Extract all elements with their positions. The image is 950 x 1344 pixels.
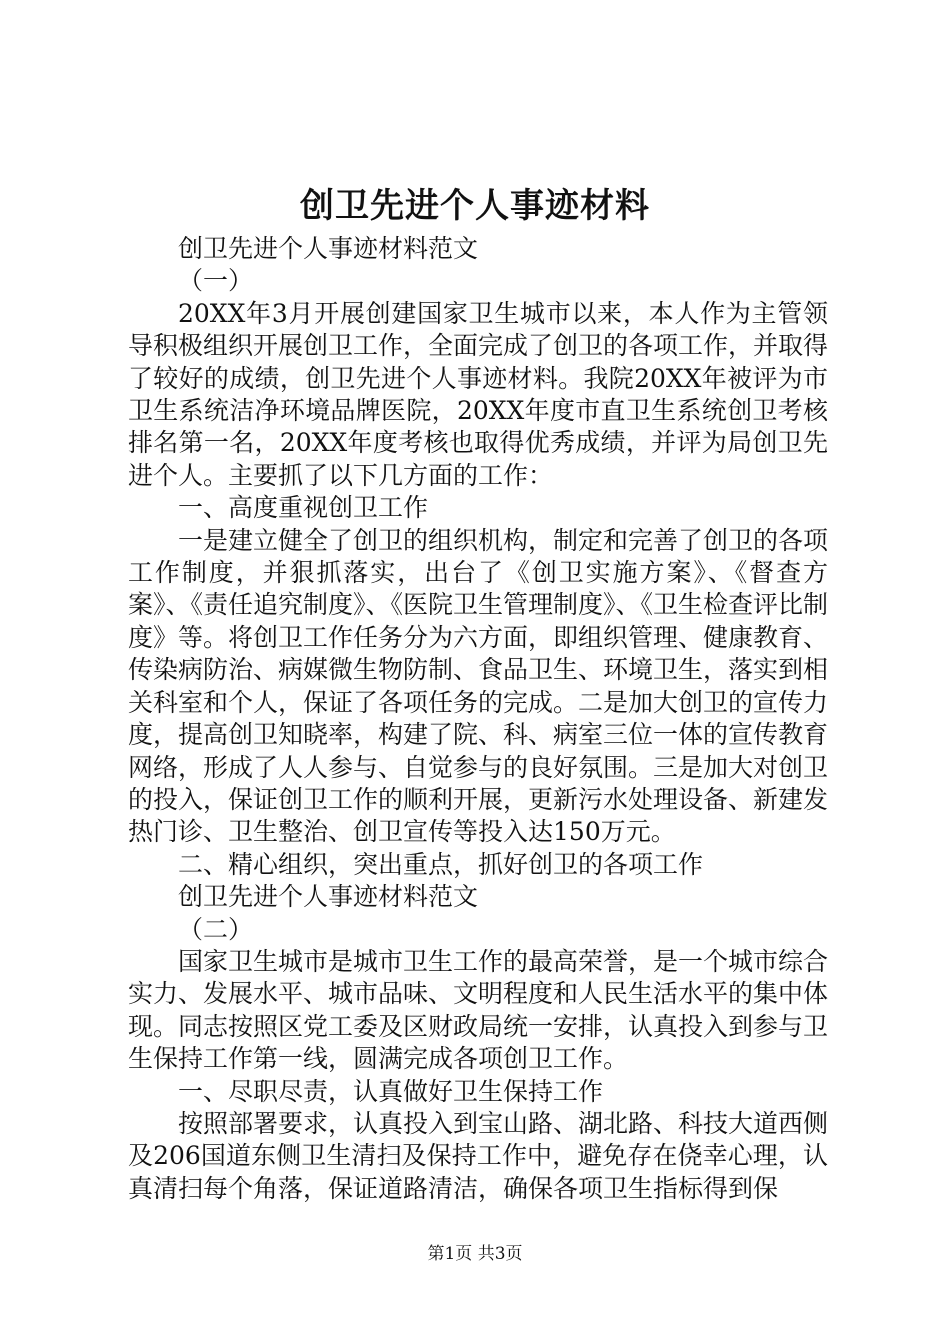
subheading: 一、高度重视创卫工作 (178, 493, 429, 523)
section-number: （一） (178, 266, 254, 296)
body-paragraph: 20XX年3月开展创建国家卫生城市以来，本人作为主管领导积极组织开展创卫工作，全面完成了创卫的各项工作，并取得了较好的成绩，创卫先进个人事迹材料。我院20XX年被评为市卫生系统洁净环境品牌医院，20XX年度市直卫生系统创卫考核排名第一名，20XX年度考核也取得优秀成绩，并评为局创卫先进个人。主要抓了以下几方面的工作： (128, 298, 829, 490)
body-paragraph: 一是建立健全了创卫的组织机构，制定和完善了创卫的各项工作制度，并狠抓落实，出台了《创卫实施方案》、《督查方案》、《责任追究制度》、《医院卫生管理制度》、《卫生检查评比制度》等。将创卫工作任务分为六方面，即组织管理、健康教育、传染病防治、病媒微生物防制、食品卫生、环境卫生，落实到相关科室和个人，保证了各项任务的完成。二是加大创卫的宣传力度，提高创卫知晓率，构建了院、科、病室三位一体的宣传教育网络，形成了人人参与、自觉参与的良好氛围。三是加大对创卫的投入，保证创卫工作的顺利开展，更新污水处理设备、新建发热门诊、卫生整治、创卫宣传等投入达150万元。 (128, 525, 829, 847)
section-heading: 创卫先进个人事迹材料范文 (178, 882, 479, 912)
subheading: 一、尽职尽责，认真做好卫生保持工作 (178, 1076, 604, 1106)
section-number: （二） (178, 914, 254, 944)
page-footer: 第1页 共3页 (427, 1244, 523, 1264)
document-title: 创卫先进个人事迹材料 (300, 186, 650, 226)
body-paragraph: 按照部署要求，认真投入到宝山路、湖北路、科技大道西侧及206国道东侧卫生清扫及保持工作中，避免存在侥幸心理，认真清扫每个角落，保证道路清洁，确保各项卫生指标得到保 (128, 1108, 829, 1203)
body-paragraph: 国家卫生城市是城市卫生工作的最高荣誉，是一个城市综合实力、发展水平、城市品味、文明程度和人民生活水平的集中体现。同志按照区党工委及区财政局统一安排，认真投入到参与卫生保持工作第一线，圆满完成各项创卫工作。 (128, 946, 829, 1074)
subheading: 二、精心组织，突出重点，抓好创卫的各项工作 (178, 849, 704, 879)
section-heading: 创卫先进个人事迹材料范文 (178, 234, 479, 263)
document-body (128, 233, 828, 1205)
